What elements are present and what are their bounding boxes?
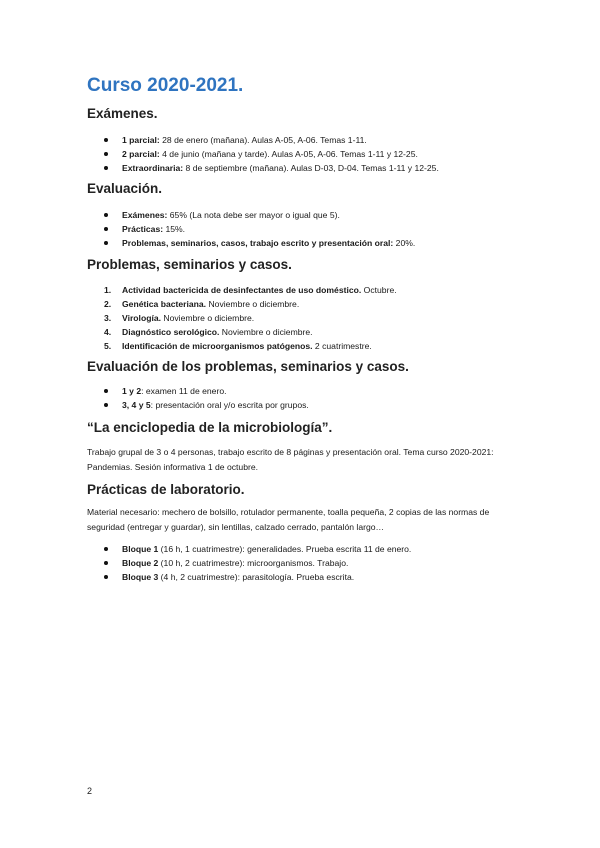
list-item: 3. Virología. Noviembre o diciembre. (104, 313, 255, 323)
practicas-paragraph: Material necesario: mechero de bolsillo, rotulador permanente, toalla pequeña, 2 copias de las normas de seguridad (entregar y guardar), sin lentillas, calzado cerrado, pantalón largo… (87, 507, 490, 532)
page-title: Curso 2020-2021. (87, 75, 244, 96)
heading-evaluacion-problemas: Evaluación de los problemas, seminarios y casos. (87, 359, 409, 374)
heading-enciclopedia: “La enciclopedia de la microbiología”. (87, 420, 333, 435)
list-item: 3, 4 y 5: presentación oral y/o escrita por grupos. (87, 398, 527, 412)
heading-evaluacion: Evaluación. (87, 181, 163, 196)
list-item: Exámenes: 65% (La nota debe ser mayor o igual que 5). (87, 208, 527, 222)
list-problemas (87, 283, 527, 353)
list-item: 2 parcial: 4 de junio (mañana y tarde). Aulas A-05, A-06. Temas 1-11 y 12-25. (87, 147, 527, 161)
list-item: Prácticas: 15%. (87, 222, 527, 236)
list-item: 1. Actividad bactericida de desinfectantes de uso doméstico. Octubre. (104, 285, 397, 295)
list-item: 1 y 2: examen 11 de enero. (87, 384, 527, 398)
list-item: Bloque 3 (4 h, 2 cuatrimestre): parasitología. Prueba escrita. (87, 570, 527, 584)
enciclopedia-paragraph: Trabajo grupal de 3 o 4 personas, trabajo escrito de 8 páginas y presentación oral. Tema curso 2020-2021: Pandemias. Sesión informativa 1 de octubre. (87, 447, 494, 472)
list-practicas (87, 542, 527, 584)
list-examenes (87, 133, 527, 175)
list-item: Extraordinaria: 8 de septiembre (mañana). Aulas D-03, D-04. Temas 1-11 y 12-25. (87, 161, 527, 175)
list-item: 4. Diagnóstico serológico. Noviembre o diciembre. (104, 327, 313, 337)
list-evaluacion (87, 208, 527, 250)
list-evaluacion-problemas (87, 384, 527, 412)
list-item: Problemas, seminarios, casos, trabajo escrito y presentación oral: 20%. (87, 236, 527, 250)
list-item: Bloque 2 (10 h, 2 cuatrimestre): microorganismos. Trabajo. (87, 556, 527, 570)
page-number: 2 (87, 786, 93, 796)
list-item: 2. Genética bacteriana. Noviembre o diciembre. (104, 299, 300, 309)
heading-problemas: Problemas, seminarios y casos. (87, 257, 292, 272)
list-item: 1 parcial: 28 de enero (mañana). Aulas A-05, A-06. Temas 1-11. (87, 133, 527, 147)
list-item: 5. Identificación de microorganismos patógenos. 2 cuatrimestre. (104, 341, 372, 351)
list-item: Bloque 1 (16 h, 1 cuatrimestre): generalidades. Prueba escrita 11 de enero. (87, 542, 527, 556)
heading-examenes: Exámenes. (87, 106, 158, 121)
heading-practicas: Prácticas de laboratorio. (87, 482, 245, 497)
